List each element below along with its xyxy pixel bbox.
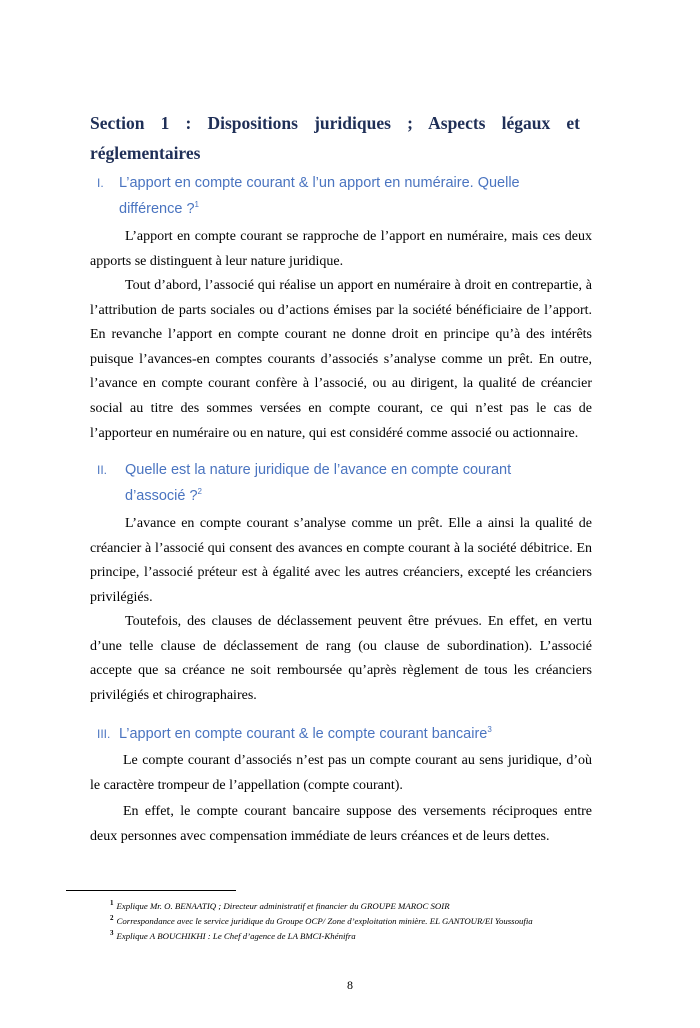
paragraph: Tout d’abord, l’associé qui réalise un apport en numéraire à droit en contrepartie, à l’attribution de parts sociales ou d’actions émises par la société bénéficiaire de l’apport. En revanche l’apport en compte courant ne donne droit en principe qu’à des intérêts puisque l’avances-en comptes courants d’associés s’analyse comme un prêt. En outre, l’avance en compte courant confère à l’associé, ou au dirigent, la qualité de créancier social au titre des sommes versées en compte courant, ce qui n’est pas le cas de l’apporteur en numéraire ou en nature, qui est considéré comme associé ou actionnaire. bbox=[90, 278, 592, 441]
heading-number: III. bbox=[97, 727, 111, 741]
footnote-ref: 3 bbox=[487, 725, 492, 735]
footnote: $^2$ Correspondance avec le service juridique du Groupe OCP/ Zone d’exploitation minière. EL GANTOUR/El Youssoufia bbox=[110, 914, 533, 927]
heading-2 bbox=[97, 457, 537, 509]
heading-text: Quelle est la nature juridique de l’avance en compte courant d’associé ? bbox=[125, 462, 512, 504]
section-title: Section 1 : Dispositions juridiques ; Aspects légaux et réglementaires bbox=[90, 113, 580, 163]
page-number: 8 bbox=[347, 978, 353, 992]
heading-1 bbox=[97, 170, 537, 222]
footnotes bbox=[110, 897, 630, 942]
heading-text: L’apport en compte courant & l’un apport en numéraire. Quelle différence ? bbox=[119, 175, 520, 217]
paragraph: Le compte courant d’associés n’est pas un compte courant au sens juridique, d’où le caractère trompeur de l’appellation (compte courant). bbox=[90, 753, 592, 793]
heading-3 bbox=[97, 721, 537, 747]
heading-number: II. bbox=[97, 463, 108, 477]
footnote: $^1$ Explique Mr. O. BENAATIQ ; Directeur administratif et financier du GROUPE MAROC SOIR bbox=[110, 899, 450, 911]
paragraph: L’apport en compte courant se rapproche de l’apport en numéraire, mais ces deux apports se distinguent à leur nature juridique. bbox=[90, 229, 592, 269]
footnote: $^3$ Explique A BOUCHIKHI : Le Chef d’agence de LA BMCI-Khénifra bbox=[110, 929, 356, 942]
footnote-ref: 2 bbox=[197, 487, 202, 497]
footnote-separator bbox=[66, 890, 236, 891]
heading-text: L’apport en compte courant & le compte courant bancaire bbox=[119, 726, 488, 742]
paragraph: L’avance en compte courant s’analyse comme un prêt. Elle a ainsi la qualité de créancier à l’associé qui consent des avances en compte courant à la société débitrice. En principe, l’associé préteur est à égalité avec les autres créanciers, excepté les créanciers privilégiés. bbox=[90, 516, 592, 605]
paragraph: Toutefois, des clauses de déclassement peuvent être prévues. En effet, en vertu d’une telle clause de déclassement de rang (ou clause de subordination). L’associé accepte que sa créance ne soit remboursée qu’après règlement de tous les créanciers privilégiés et chirographaires. bbox=[90, 614, 592, 703]
heading-number: I. bbox=[97, 176, 104, 190]
footnote-ref: 1 bbox=[194, 200, 199, 210]
paragraph: En effet, le compte courant bancaire suppose des versements réciproques entre deux personnes avec compensation immédiate de leurs créances et de leurs dettes. bbox=[90, 804, 592, 844]
